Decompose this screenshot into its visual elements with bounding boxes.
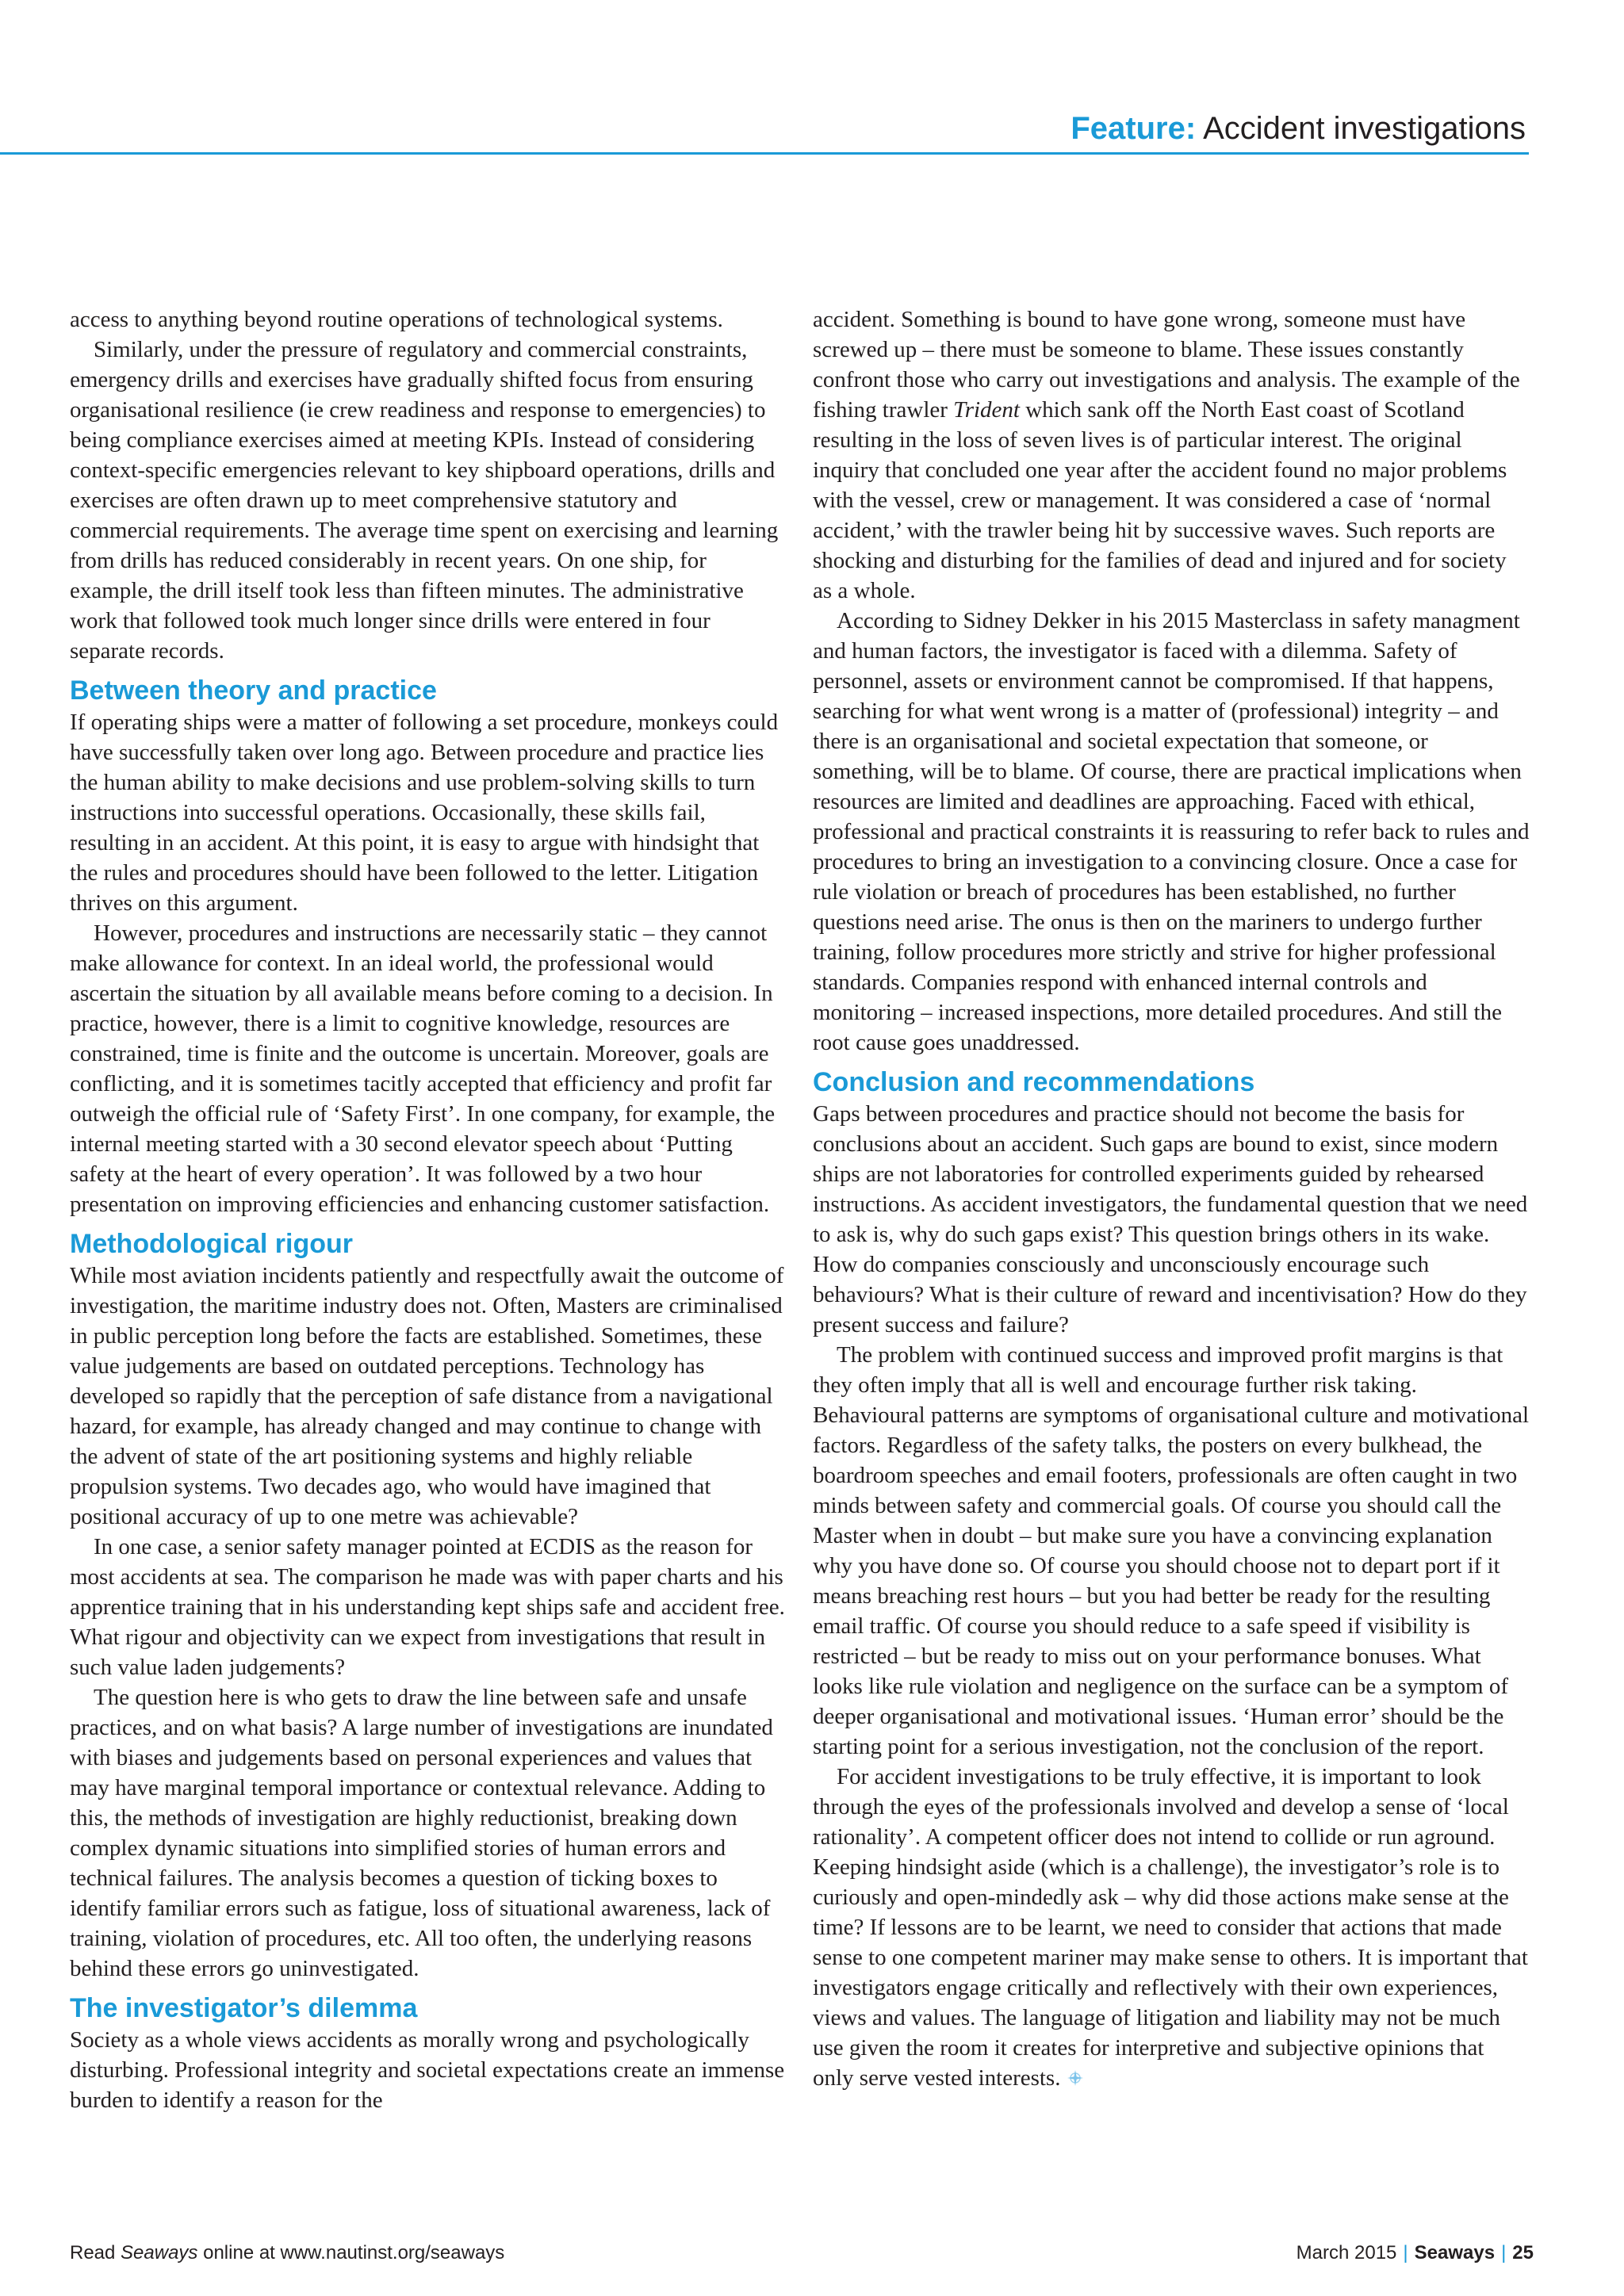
section-heading: Between theory and practice: [70, 675, 437, 706]
paragraph: [813, 304, 1530, 606]
page-header: [0, 0, 1624, 155]
section-heading: Methodological rigour: [70, 1229, 353, 1259]
paragraph: access to anything beyond routine operations of technological systems.: [70, 307, 723, 332]
feature-label: Feature:: [1071, 111, 1197, 146]
header-rule: [0, 152, 1529, 155]
left-column: [70, 304, 787, 2115]
right-column: [813, 304, 1530, 2093]
page-number: 25: [1512, 2242, 1534, 2263]
section-heading: Conclusion and recommendations: [813, 1067, 1255, 1097]
footer-magazine-italic: Seaways: [121, 2242, 198, 2263]
paragraph: However, procedures and instructions are necessarily static – they cannot make allowance for context. In an ideal world, the professional would ascertain the situation by all available means before coming to a decision. In practice, however, there is a limit to cognitive knowledge, resources are constrained, time is finite and the outcome is uncertain. Moreover, goals are conflicting, and it is sometimes tacitly accepted that efficiency and profit far outweigh the official rule of ‘Safety First’. In one company, for example, the internal meeting started with a 30 second elevator speech about ‘Putting safety at the heart of every operation’. It was followed by a two hour presentation on improving efficiencies and enhancing customer satisfaction.: [70, 920, 776, 1217]
paragraph: While most aviation incidents patiently and respectfully await the outcome of investigation, the maritime industry does not. Often, Masters are criminalised in public perception long before the facts are established. Sometimes, these value judgements are based on outdated perceptions. Technology has developed so rapidly that the perception of safe distance from a navigational hazard, for example, has already changed and may continue to change with the advent of state of the art positioning systems and highly reliable propulsion systems. Two decades ago, who would have imagined that positional accuracy of up to one metre was achievable?: [70, 1263, 784, 1529]
paragraph: The problem with continued success and improved profit margins is that they often imply that all is well and encourage further risk taking. Behavioural patterns are symptoms of organisational culture and motivational factors. Regardless of the safety talks, the posters on every bulkhead, the boardroom speeches and email footers, professionals are often caught in two minds between safety and commercial goals. Of course you should call the Master when in doubt – but make sure you have a convincing explanation why you have done so. Of course you should choose not to depart port if it means breaching rest hours – but you had better be ready for the resulting email traffic. Of course you should reduce to a safe speed if visibility is restricted – but be ready to miss out on your performance bonuses. What looks like rule violation and negligence on the surface can be a symptom of deeper organisational and motivational issues. ‘Human error’ should be the starting point for a serious investigation, not the conclusion of the report.: [813, 1342, 1530, 1759]
page-footer: [70, 2237, 1534, 2269]
paragraph: Gaps between procedures and practice should not become the basis for conclusions about an accident. Such gaps are bound to exist, since modern ships are not laboratories for controlled experiments guided by rehearsed instructions. As accident investigators, the fundamental question that we need to ask is, why do such gaps exist? This question brings others in its wake. How do companies consciously and unconsciously encourage such behaviours? What is their culture of reward and incentivisation? How do they present success and failure?: [813, 1101, 1528, 1337]
feature-topic: Accident investigations: [1203, 111, 1526, 146]
footer-separator: |: [1403, 2242, 1408, 2263]
footer-text: Read: [70, 2242, 121, 2263]
feature-title: [1071, 109, 1526, 147]
paragraph: Similarly, under the pressure of regulatory and commercial constraints, emergency drills and exercises have gradually shifted focus from ensuring organisational resilience (ie crew readiness and response to emergencies) to being compliance exercises aimed at meeting KPIs. Instead of considering context-specific emergencies relevant to key shipboard operations, drills and exercises are often drawn up to meet comprehensive statutory and commercial requirements. The average time spent on exercising and learning from drills has reduced considerably in recent years. On one ship, for example, the drill itself took less than fifteen minutes. The administrative work that followed took much longer since drills were entered in four separate records.: [70, 337, 779, 664]
magazine-name: Seaways: [1414, 2242, 1496, 2263]
paragraph: Society as a whole views accidents as morally wrong and psychologically disturbing. Professional integrity and societal expectations create an immense burden to identify a reason for the: [70, 2027, 785, 2113]
footer-online-note: [70, 2237, 504, 2269]
paragraph: In one case, a senior safety manager pointed at ECDIS as the reason for most accidents at sea. The comparison he made was with paper charts and his apprentice training that in his understanding kept ships safe and accident free. What rigour and objectivity can we expect from investigations that result in such value laden judgements?: [70, 1534, 785, 1680]
paragraph: According to Sidney Dekker in his 2015 Masterclass in safety managment and human factors, the investigator is faced with a dilemma. Safety of personnel, assets or environment cannot be compromised. If that happens, searching for what went wrong is a matter of (professional) integrity – and there is an organisational and societal expectation that someone, or something, will be to blame. Of course, there are practical implications when resources are limited and deadlines are approaching. Faced with ethical, professional and practical constraints it is reassuring to refer back to rules and procedures to bring an investigation to a convincing closure. Once a case for rule violation or breach of procedures has been established, no further questions need arise. The onus is then on the mariners to undergo further training, follow procedures more strictly and strive for higher professional standards. Companies respond with enhanced internal controls and monitoring – increased inspections, more detailed procedures. And still the root cause goes unaddressed.: [813, 608, 1530, 1055]
paragraph-text: accident. Something is bound to have gone wrong, someone must have screwed up – there must be someone to blame. These issues constantly confront those who carry out investigations and analysis. The example of the fishing trawler: [813, 307, 1520, 423]
section-heading: The investigator’s dilemma: [70, 1993, 418, 2023]
footer-url-text: online at www.nautinst.org/seaways: [197, 2242, 505, 2263]
footer-issue-info: [1297, 2237, 1534, 2269]
issue-date: March 2015: [1296, 2242, 1397, 2263]
paragraph-text: For accident investigations to be truly effective, it is important to look through the eyes of the professionals involved and develop a sense of ‘local rationality’. A competent officer does not intend to collide or run aground. Keeping hindsight aside (which is a challenge), the investigator’s role is to curiously and open-mindedly ask – why did those actions make sense at the time? If lessons are to be learnt, we need to consider that actions that made sense to one competent mariner may make sense to others. It is important that investigators engage critically and reflectively with their own experiences, views and values. The language of litigation and liability may not be much use given the room it creates for interpretive and subjective opinions that only serve vested interests.: [813, 1764, 1528, 2091]
paragraph: If operating ships were a matter of following a set procedure, monkeys could have successfully taken over long ago. Between procedure and practice lies the human ability to make decisions and use problem-solving skills to turn instructions into successful operations. Occasionally, these skills fail, resulting in an accident. At this point, it is easy to argue with hindsight that the rules and procedures should have been followed to the letter. Litigation thrives on this argument.: [70, 710, 779, 916]
footer-separator: |: [1501, 2242, 1507, 2263]
compass-rose-icon: [1067, 2069, 1084, 2087]
paragraph: The question here is who gets to draw the line between safe and unsafe practices, and on what basis? A large number of investigations are inundated with biases and judgements based on personal experiences and values that may have marginal temporal importance or contextual relevance. Adding to this, the methods of investigation are highly reductionist, breaking down complex dynamic situations into simplified stories of human errors and technical failures. The analysis becomes a question of ticking boxes to identify familiar errors such as fatigue, loss of situational awareness, lack of training, violation of procedures, etc. All too often, the underlying reasons behind these errors go uninvestigated.: [70, 1685, 773, 1981]
vessel-name: Trident: [953, 397, 1020, 423]
paragraph: [813, 1762, 1530, 2093]
paragraph-text: which sank off the North East coast of Scotland resulting in the loss of seven lives is of particular interest. The original inquiry that concluded one year after the accident found no major problems with the vessel, crew or management. It was considered a case of ‘normal accident,’ with the trawler being hit by successive waves. Such reports are shocking and disturbing for the families of dead and injured and for society as a whole.: [813, 397, 1507, 603]
